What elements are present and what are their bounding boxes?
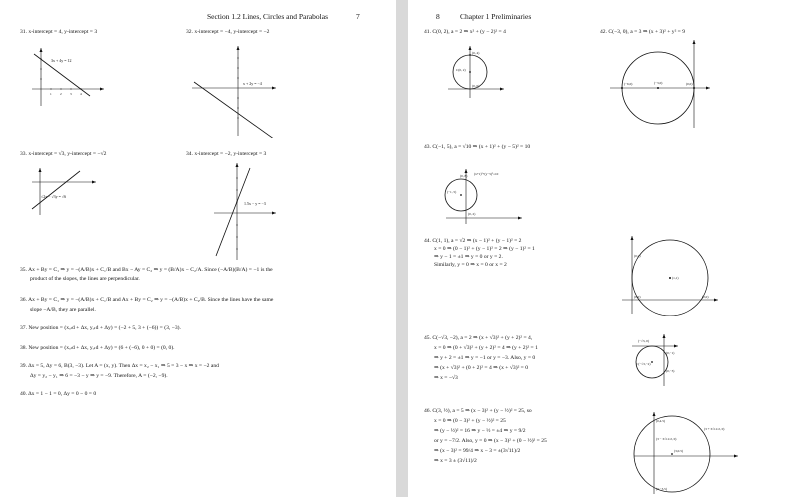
graph-41-label-origin: (0, 0) bbox=[472, 84, 480, 88]
exercise-45-line-4: ⇒ (x + √3)² + (0 + 2)² = 4 ⇒ (x + √3)² = 0 bbox=[434, 365, 529, 371]
graph-43-equation-label: (x+1)²+(y−5)²=10 bbox=[474, 172, 499, 176]
exercise-45-line-2: x = 0 ⇒ (0 + √3)² + (y + 2)² = 4 ⇒ (y + 2)² = 1 bbox=[434, 345, 538, 351]
svg-text:4: 4 bbox=[80, 92, 82, 96]
graph-42-label-center: (−3,0) bbox=[654, 81, 663, 85]
exercise-46-line-2: x = 0 ⇒ (0 − 3)² + (y − ½)² = 25 bbox=[434, 418, 506, 424]
left-header-title: Section 1.2 Lines, Circles and Parabolas bbox=[207, 12, 329, 21]
exercise-46-line-4: or y = −7/2. Also, y = 0 ⇒ (x − 3)² + (0 − ½)² = 25 bbox=[434, 438, 547, 444]
graph-31 bbox=[28, 44, 108, 108]
exercise-43: 43. C(−1, 5), a = √10 ⇒ (x + 1)² + (y − 5)² = 10 bbox=[424, 144, 531, 150]
left-header-page-number: 7 bbox=[356, 12, 360, 21]
graph-33 bbox=[28, 165, 100, 217]
graph-43-label-top: (0, 8) bbox=[460, 174, 468, 178]
svg-text:2: 2 bbox=[60, 92, 62, 96]
graph-42-label-origin: (0,0) bbox=[686, 82, 693, 86]
graph-46-label-right: (3 + 3√11/2, 0) bbox=[704, 427, 725, 431]
exercise-33: 33. x-intercept = √3, y-intercept = −√2 bbox=[20, 151, 107, 157]
graph-45 bbox=[630, 332, 680, 388]
graph-32-equation-label: x + 2y = −4 bbox=[243, 81, 262, 86]
graph-45-label-top: (−√3, 0) bbox=[638, 339, 650, 343]
exercise-42: 42. C(−3, 0), a = 3 ⇒ (x + 3)² + y² = 9 bbox=[600, 29, 686, 35]
graph-46 bbox=[632, 410, 742, 496]
graph-41-label-top: (0, 4) bbox=[472, 51, 480, 55]
exercise-35-line-2: product of the slopes, the lines are perpendicular. bbox=[30, 276, 140, 282]
right-header-title: Chapter 1 Preliminaries bbox=[460, 12, 532, 21]
graph-44-label-center: (1,1) bbox=[672, 276, 679, 280]
graph-44-label-origin: (0,0) bbox=[634, 295, 641, 299]
graph-43 bbox=[444, 167, 524, 225]
graph-41 bbox=[446, 44, 506, 100]
graph-42 bbox=[608, 38, 712, 130]
exercise-41: 41. C(0, 2), a = 2 ⇒ x² + (y − 2)² = 4 bbox=[424, 29, 506, 35]
exercise-32: 32. x-intercept = −4, y-intercept = −2 bbox=[186, 29, 270, 35]
exercise-31: 31. x-intercept = 4, y-intercept = 3 bbox=[20, 29, 98, 35]
graph-46-label-bottom: (0,−3.5) bbox=[656, 487, 667, 491]
svg-text:1: 1 bbox=[50, 92, 52, 96]
graph-44-label-top: (0,2) bbox=[634, 254, 641, 258]
graph-42-label-left: (−6,0) bbox=[624, 82, 633, 86]
exercise-37: 37. New position = (xₒₗd + Δx, yₒₗd + Δy) = (−2 + 5, 3 + (−6)) = (3, −3). bbox=[20, 325, 181, 331]
graph-43-label-bottom: (0, 2) bbox=[468, 212, 476, 216]
graph-34 bbox=[212, 160, 278, 262]
exercise-46-line-6: ⇒ x = 3 ± (3√11)/2 bbox=[434, 458, 477, 464]
graph-46-label-center: (3,0.5) bbox=[674, 449, 684, 453]
graph-45-label-upper: (0,−1) bbox=[666, 351, 675, 355]
exercise-39-line-1: 39. Δx = 5, Δy = 6, B(3, −3). Let A = (x, y). Then Δx = x₂ − x₁ ⇒ 5 = 3 − x ⇒ x = −2 and bbox=[20, 363, 219, 369]
exercise-45-line-5: ⇒ x = −√3 bbox=[434, 375, 458, 381]
graph-41-label-center: C(0, 2) bbox=[456, 68, 466, 72]
graph-32 bbox=[188, 42, 280, 138]
graph-34-equation-label: 1.5x − y = −3 bbox=[244, 201, 266, 206]
exercise-46-line-5: ⇒ (x − 3)² = 99/4 ⇒ x − 3 = ±(3√11)/2 bbox=[434, 448, 521, 454]
exercise-39-line-2: Δy = y₂ − y₁ ⇒ 6 = −3 − y ⇒ y = −9. Therefore, A = (−2, −9). bbox=[30, 373, 168, 379]
svg-text:3: 3 bbox=[70, 92, 72, 96]
exercise-46-line-3: ⇒ (y − ½)² = 16 ⇒ y − ½ = ±4 ⇒ y = 9/2 bbox=[434, 428, 526, 434]
exercise-36-line-2: slope −A/B, they are parallel. bbox=[30, 307, 96, 313]
exercise-45-line-3: ⇒ y + 2 = ±1 ⇒ y = −1 or y = −3. Also, y = 0 bbox=[434, 355, 536, 361]
graph-45-label-lower: (0,−3) bbox=[666, 369, 675, 373]
exercise-44-line-3: ⇒ y − 1 = ±1 ⇒ y = 0 or y = 2. bbox=[434, 254, 503, 260]
graph-31-equation-label: 3x + 4y = 12 bbox=[51, 58, 72, 63]
exercise-45-line-1: 45. C(−√3, −2), a = 2 ⇒ (x + √3)² + (y + 2)² = 4, bbox=[424, 335, 533, 341]
graph-33-equation-label: √2x − √3y = √6 bbox=[41, 194, 67, 199]
exercise-35-line-1: 35. Ax + By = C₁ ⇒ y = −(A/B)x + C₁/B and Bx − Ay = C₂ ⇒ y = (B/A)x − C₂/A. Since (−A/B)(B/A) = −1 is the bbox=[20, 267, 273, 273]
exercise-40: 40. Δx = 1 − 1 = 0, Δy = 0 − 0 = 0 bbox=[20, 391, 97, 397]
graph-43-label-center: (−1, 5) bbox=[447, 190, 457, 194]
exercise-46-line-1: 46. C(3, ½), a = 5 ⇒ (x − 3)² + (y − ½)² = 25, so bbox=[424, 408, 532, 414]
graph-46-label-left: (3 − 3√11/2, 0) bbox=[656, 437, 677, 441]
exercise-44-line-4: Similarly, y = 0 ⇒ x = 0 or x = 2 bbox=[434, 262, 507, 268]
graph-46-label-top: (0,4.5) bbox=[656, 419, 666, 423]
page-gutter bbox=[396, 0, 408, 497]
right-page bbox=[408, 0, 790, 497]
right-header-page-number: 8 bbox=[436, 12, 440, 21]
graph-44-label-right: (2,0) bbox=[702, 295, 709, 299]
graph-45-label-center: C(−√3,−2) bbox=[636, 362, 651, 366]
exercise-34: 34. x-intercept = −2, y-intercept = 3 bbox=[186, 151, 267, 157]
exercise-44-line-1: 44. C(1, 1), a = √2 ⇒ (x − 1)² + (y − 1)² = 2 bbox=[424, 238, 522, 244]
graph-44 bbox=[620, 234, 720, 316]
exercise-38: 38. New position = (xₒₗd + Δx, yₒₗd + Δy) = (6 + (−6), 0 + 0) = (0, 0). bbox=[20, 345, 175, 351]
exercise-36-line-1: 36. Ax + By = C₁ ⇒ y = −(A/B)x + C₁/B and Ax + By = C₂ ⇒ y = −(A/B)x + C₂/B. Since the lines have the same bbox=[20, 297, 274, 303]
exercise-44-line-2: x = 0 ⇒ (0 − 1)² + (y − 1)² = 2 ⇒ (y − 1)² = 1 bbox=[434, 246, 535, 252]
